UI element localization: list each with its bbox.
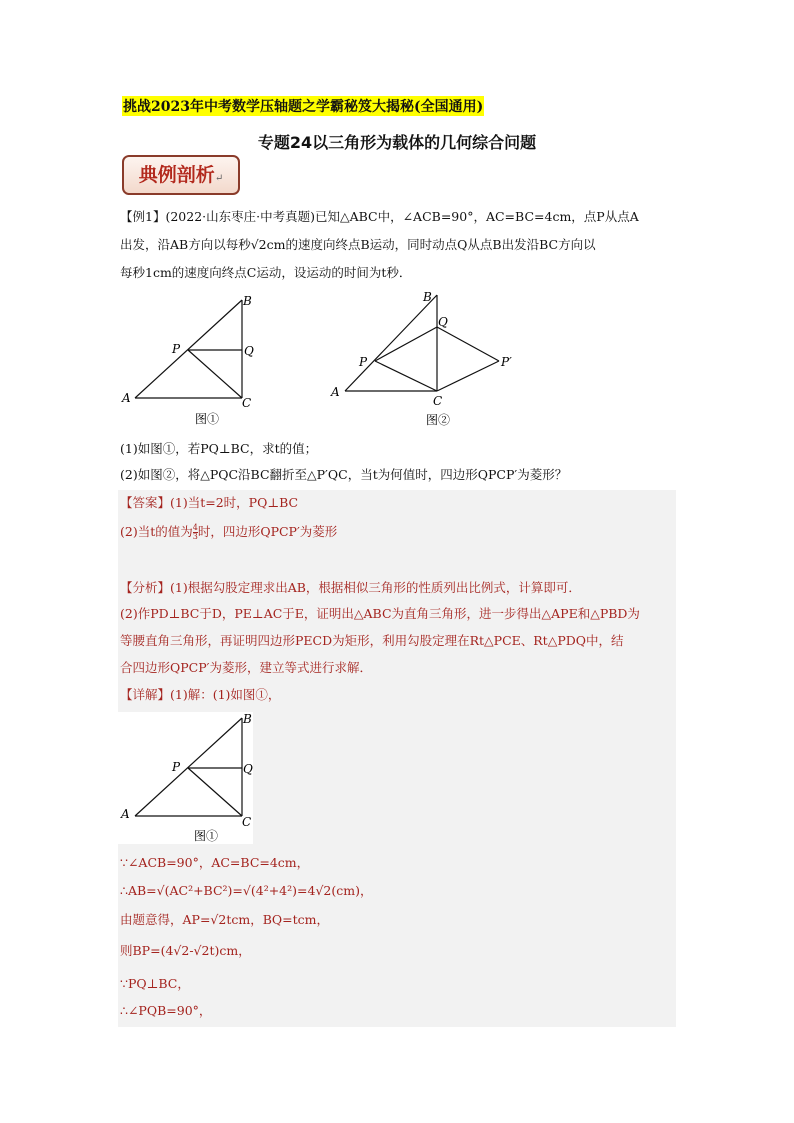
analysis-line-2: (2)作PD⊥BC于D，PE⊥AC于E，证明出△ABC为直角三角形，进一步得出△APE和△PBD为 [120,606,640,621]
topic-title: 专题24以三角形为载体的几何综合问题 [257,133,537,152]
solution-line-5: ∵PQ⊥BC， [120,976,190,991]
answer-line-2-end: 时，四边形QPCP′为菱形 [197,524,338,539]
solution-line-2: ∴AB=√(AC²+BC²)=√(4²+4²)=4√2(cm)， [120,883,373,898]
fig1-label-c: C [242,396,252,410]
fig3-label-a: A [121,807,130,821]
answer-line-2-start: (2)当t的值为 [120,524,193,539]
fig1-label-q: Q [244,344,254,358]
solution-line-4: 则BP=(4√2-√2t)cm， [120,943,251,958]
fig2-label-a: A [331,385,340,399]
figure-1 [115,292,265,432]
solution-head: 【详解】(1)解：(1)如图①， [120,687,281,702]
section-badge-label: 典例剖析 [138,164,215,186]
answer-line-2 [120,523,337,541]
series-title: 挑战2023年中考数学压轴题之学霸秘笈大揭秘(全国通用) [122,96,484,116]
fig2-label-p-prime: P′ [501,355,512,369]
figure-3 [118,712,253,844]
fig2-label-q: Q [438,315,448,329]
fraction-numerator: 4 [192,523,198,532]
solution-line-3: 由题意得，AP=√2tcm，BQ=tcm， [120,912,329,927]
fig3-label-b: B [243,712,252,726]
question-2: (2)如图②，将△PQC沿BC翻折至△P′QC，当t为何值时，四边形QPCP′为菱形？ [120,467,568,482]
fig3-label-q: Q [243,762,253,776]
fig2-caption: 图② [426,413,451,427]
analysis-line-3: 等腰直角三角形，再证明四边形PECD为矩形，利用勾股定理在Rt△PCE、Rt△PDQ中，结 [120,633,624,648]
fig1-label-p: P [172,342,181,356]
fig2-label-b: B [423,290,432,304]
problem-line-3: 每秒1cm的速度向终点C运动，设运动的时间为t秒． [120,265,412,280]
problem-line-2: 出发，沿AB方向以每秒√2cm的速度向终点B运动，同时动点Q从点B出发沿BC方向以 [120,237,596,252]
solution-line-1: ∵∠ACB=90°，AC=BC=4cm， [120,855,310,870]
answer-line-1: 【答案】(1)当t=2时，PQ⊥BC [120,495,299,510]
figure-2 [325,285,525,433]
fraction-denominator: 3 [192,532,198,541]
section-badge: 典例剖析↵ [122,155,240,195]
analysis-line-4: 合四边形QPCP′为菱形，建立等式进行求解． [120,660,372,675]
analysis-line-1: 【分析】(1)根据勾股定理求出AB，根据相似三角形的性质列出比例式，计算即可． [120,580,581,595]
fig1-label-a: A [122,391,131,405]
fig1-caption: 图① [195,412,220,426]
solution-line-6: ∴∠PQB=90°， [120,1003,212,1018]
fig1-label-b: B [243,294,252,308]
problem-line-1: 【例1】(2022·山东枣庄·中考真题)已知△ABC中，∠ACB=90°，AC=BC=4cm，点P从点A [120,209,639,224]
fig2-label-p: P [359,355,368,369]
fig3-label-p: P [172,760,181,774]
question-1: (1)如图①，若PQ⊥BC，求t的值； [120,441,318,456]
fig3-label-c: C [242,815,252,829]
fig2-label-c: C [433,394,443,408]
fig3-caption: 图① [194,829,219,843]
